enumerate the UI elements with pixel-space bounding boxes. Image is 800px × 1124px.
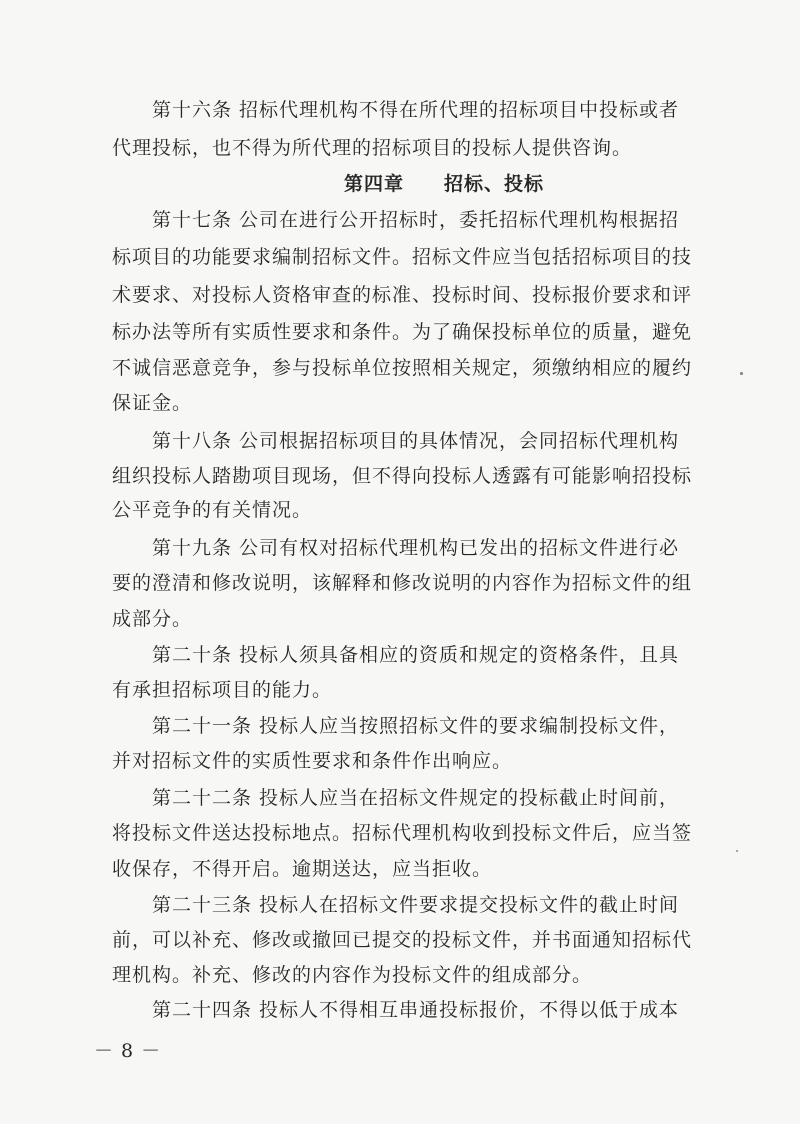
text-line: 标办法等所有实质性要求和条件。为了确保投标单位的质量，避免 [112,321,693,343]
text-line: 第二十四条 投标人不得相互串通投标报价，不得以低于成本 [152,999,680,1021]
text-line: 公平竞争的有关情况。 [112,499,313,521]
text-line: 将投标文件送达投标地点。招标代理机构收到投标文件后，应当签 [112,822,693,844]
chapter-heading: 第四章 招标、投标 [344,173,545,195]
text-line: 不诚信恶意竞争，参与投标单位按照相关规定，须缴纳相应的履约 [112,357,693,379]
text-line: 并对招标文件的实质性要求和条件作出响应。 [112,750,513,772]
text-line: 第十八条 公司根据招标项目的具体情况，会同招标代理机构 [152,430,680,452]
text-line: 第二十二条 投标人应当在招标文件规定的投标截止时间前， [152,787,680,809]
scan-dot-mark [740,372,743,375]
text-line: 第十七条 公司在进行公开招标时，委托招标代理机构根据招 [152,209,680,231]
text-line: 标项目的功能要求编制招标文件。招标文件应当包括招标项目的技 [112,246,693,268]
text-line: 保证金。 [112,392,193,414]
text-line: 第二十条 投标人须具备相应的资质和规定的资格条件，且具 [152,644,680,666]
text-line: 成部分。 [112,608,193,630]
text-line: 组织投标人踏勘项目现场，但不得向投标人透露有可能影响招投标 [112,465,693,487]
page-number: － 8 － [94,1040,162,1062]
text-line: 前，可以补充、修改或撤回已提交的投标文件，并书面通知招标代 [112,929,693,951]
text-line: 理机构。补充、修改的内容作为投标文件的组成部分。 [112,964,593,986]
text-line: 第二十三条 投标人在招标文件要求提交投标文件的截止时间 [152,894,680,916]
text-line: 代理投标，也不得为所代理的招标项目的投标人提供咨询。 [112,137,633,159]
text-line: 有承担招标项目的能力。 [112,679,333,701]
text-line: 第十九条 公司有权对招标代理机构已发出的招标文件进行必 [152,537,680,559]
text-line: 术要求、对投标人资格审查的标准、投标时间、投标报价要求和评 [112,284,693,306]
scan-dot-mark [736,850,738,852]
text-line: 收保存，不得开启。逾期送达，应当拒收。 [112,858,493,880]
text-line: 要的澄清和修改说明，该解释和修改说明的内容作为招标文件的组 [112,572,693,594]
text-line: 第十六条 招标代理机构不得在所代理的招标项目中投标或者 [152,99,680,121]
text-line: 第二十一条 投标人应当按照招标文件的要求编制投标文件， [152,715,680,737]
